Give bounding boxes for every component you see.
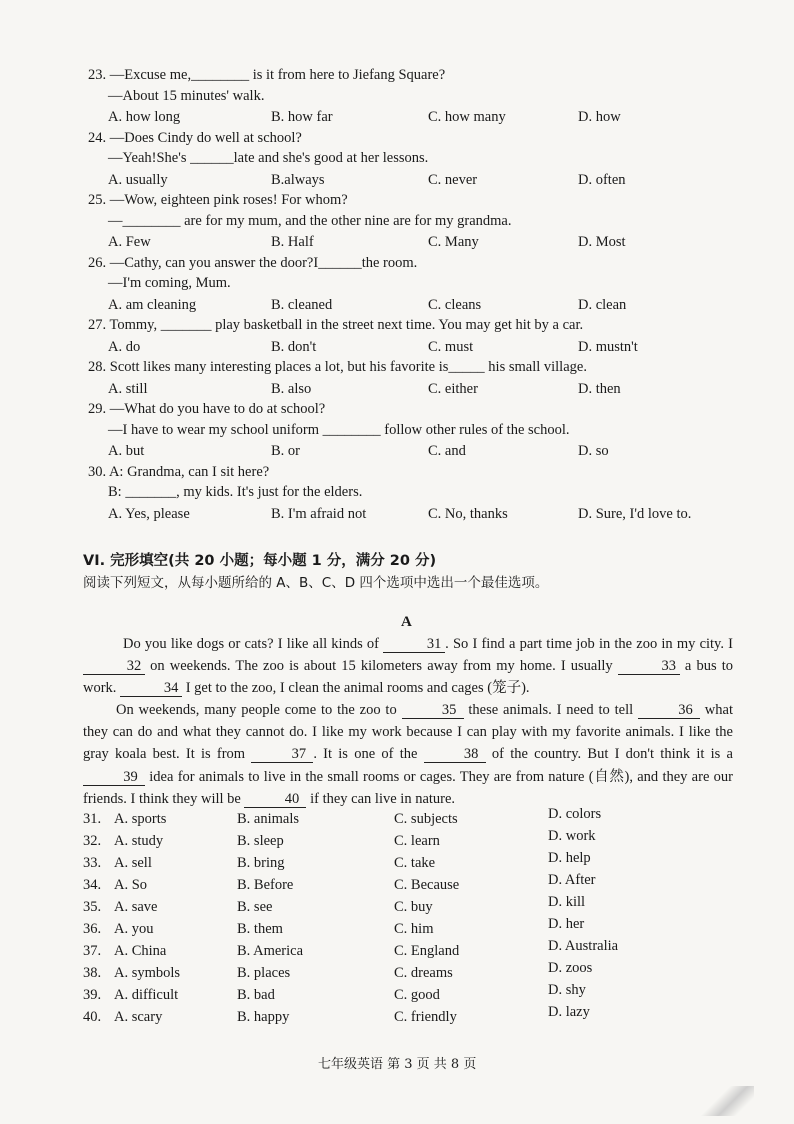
question-option[interactable]: A. but (108, 443, 145, 459)
cloze-option-d[interactable]: D. lazy (548, 1004, 590, 1020)
cloze-option-number: 36. (83, 921, 102, 937)
question-stem: 30. A: Grandma, can I sit here? (88, 463, 270, 480)
cloze-option-number: 32. (83, 833, 102, 849)
question-line: —________ are for my mum, and the other nine are for my grandma. (108, 212, 512, 229)
question-option[interactable]: D. often (578, 171, 626, 188)
cloze-blank[interactable]: 32 (83, 659, 145, 675)
question-stem: 26. —Cathy, can you answer the door?I______the room. (88, 254, 418, 271)
question-line: —Yeah!She's ______late and she's good at her lessons. (108, 150, 429, 166)
question-option[interactable]: D. Sure, I'd love to. (578, 505, 692, 522)
question-option[interactable]: D. so (578, 443, 609, 459)
cloze-option-b[interactable]: B. sleep (237, 833, 284, 849)
cloze-option-a[interactable]: A. symbols (114, 965, 181, 981)
cloze-option-number: 34. (83, 877, 102, 893)
cloze-blank[interactable]: 36 (638, 703, 700, 719)
question-option[interactable]: C. No, thanks (428, 505, 508, 522)
cloze-option-a[interactable]: A. sell (114, 855, 152, 871)
cloze-option-number: 37. (83, 943, 102, 959)
section-instruction: 阅读下列短文，从每小题所给的 A、B、C、D 四个选项中选出一个最佳选项。 (83, 575, 549, 591)
cloze-option-a[interactable]: A. you (114, 921, 154, 937)
cloze-option-d[interactable]: D. her (548, 916, 585, 932)
cloze-blank[interactable]: 37 (251, 747, 313, 763)
question-line: —I have to wear my school uniform ________ follow other rules of the school. (108, 421, 570, 438)
cloze-option-c[interactable]: C. good (394, 987, 440, 1003)
question-option[interactable]: C. Many (428, 234, 479, 250)
question-option[interactable]: A. usually (108, 171, 168, 188)
question-option[interactable]: B. how far (271, 109, 333, 125)
scan-smudge (694, 1086, 754, 1116)
cloze-blank[interactable]: 31 (383, 637, 445, 653)
cloze-blank[interactable]: 40 (244, 792, 306, 808)
cloze-option-b[interactable]: B. places (237, 965, 291, 981)
cloze-option-b[interactable]: B. bad (237, 987, 275, 1003)
cloze-option-c[interactable]: C. friendly (394, 1009, 457, 1025)
cloze-blank[interactable]: 35 (402, 703, 464, 719)
cloze-option-d[interactable]: D. Australia (548, 938, 619, 954)
question-line: B: _______, my kids. It's just for the elders. (108, 484, 363, 500)
page-footer: 七年级英语 第 3 页 共 8 页 (318, 1057, 477, 1072)
cloze-option-c[interactable]: C. dreams (394, 965, 453, 981)
question-option[interactable]: A. how long (108, 109, 181, 125)
cloze-blank[interactable]: 34 (120, 681, 182, 697)
cloze-option-d[interactable]: D. work (548, 828, 596, 844)
question-option[interactable]: B. I'm afraid not (271, 505, 367, 522)
cloze-blank[interactable]: 33 (618, 659, 680, 675)
passage-letter: A (401, 614, 412, 630)
cloze-option-b[interactable]: B. them (237, 921, 283, 937)
question-option[interactable]: A. still (108, 380, 148, 397)
question-option[interactable]: C. never (428, 171, 478, 188)
question-option[interactable]: A. do (108, 338, 141, 355)
question-option[interactable]: D. then (578, 380, 621, 397)
question-option[interactable]: B. also (271, 380, 312, 397)
cloze-option-d[interactable]: D. kill (548, 894, 586, 910)
cloze-option-c[interactable]: C. take (394, 855, 436, 871)
question-option[interactable]: B. don't (271, 338, 317, 355)
question-option[interactable]: C. must (428, 338, 474, 355)
question-option[interactable]: C. and (428, 443, 466, 459)
cloze-option-a[interactable]: A. difficult (114, 987, 179, 1003)
question-stem: 23. —Excuse me,________ is it from here to Jiefang Square? (88, 67, 446, 83)
cloze-option-b[interactable]: B. animals (237, 811, 300, 827)
cloze-option-c[interactable]: C. him (394, 921, 434, 937)
cloze-option-a[interactable]: A. scary (114, 1009, 163, 1025)
question-stem: 25. —Wow, eighteen pink roses! For whom? (88, 192, 348, 208)
question-option[interactable]: C. cleans (428, 296, 482, 313)
cloze-option-a[interactable]: A. So (114, 877, 148, 893)
question-line: —I'm coming, Mum. (108, 275, 231, 291)
cloze-option-b[interactable]: B. bring (237, 855, 285, 871)
cloze-option-c[interactable]: C. buy (394, 899, 433, 915)
question-option[interactable]: C. either (428, 380, 478, 397)
cloze-option-a[interactable]: A. save (114, 899, 158, 915)
cloze-option-b[interactable]: B. America (237, 943, 304, 959)
question-option[interactable]: D. clean (578, 296, 627, 313)
cloze-option-d[interactable]: D. zoos (548, 960, 593, 976)
question-stem: 24. —Does Cindy do well at school? (88, 129, 302, 146)
question-line: —About 15 minutes' walk. (108, 87, 265, 104)
passage-paragraph-2: On weekends, many people come to the zoo to 35 these animals. I need to tell 36 what they can do and what they cannot do. I like my work because I can play with my favorite animals. I like the gray koala best. It is from 37 . It is one of the 38 of the country. But I don't think it is a 39 idea for animals to live in the small rooms or cages. They are from nature (自然), and they are our friends. I think they will be 40 if they can live in nature. (83, 702, 733, 807)
passage-paragraph-1: Do you like dogs or cats? I like all kinds of 31 . So I find a part time job in the zoo in my city. I 32 on weekends. The zoo is about 15 kilometers away from my home. I usually 33 a bus to work. 34 I get to the zoo, I clean the animal rooms and cages (笼子). (83, 636, 734, 697)
cloze-option-d[interactable]: D. After (548, 872, 596, 888)
cloze-option-a[interactable]: A. China (114, 943, 167, 959)
cloze-option-c[interactable]: C. learn (394, 833, 440, 849)
question-stem: 28. Scott likes many interesting places a lot, but his favorite is_____ his small village. (88, 359, 587, 375)
cloze-blank[interactable]: 39 (83, 770, 145, 786)
cloze-option-number: 35. (83, 899, 102, 915)
cloze-option-b[interactable]: B. happy (237, 1009, 290, 1025)
question-stem: 29. —What do you have to do at school? (88, 401, 326, 417)
cloze-option-number: 38. (83, 965, 102, 981)
question-option[interactable]: B.always (271, 171, 325, 188)
cloze-option-d[interactable]: D. shy (548, 982, 586, 998)
question-option[interactable]: D. Most (578, 234, 626, 250)
section-title: VI. 完形填空(共 20 小题；每小题 1 分，满分 20 分) (83, 553, 437, 569)
question-option[interactable]: A. am cleaning (108, 296, 197, 313)
cloze-option-d[interactable]: D. help (548, 850, 591, 866)
cloze-option-number: 39. (83, 987, 102, 1003)
cloze-option-a[interactable]: A. sports (114, 811, 167, 827)
cloze-option-a[interactable]: A. study (114, 833, 164, 849)
cloze-option-d[interactable]: D. colors (548, 806, 602, 822)
question-option[interactable]: A. Few (108, 234, 151, 250)
question-stem: 27. Tommy, _______ play basketball in the street next time. You may get hit by a car. (88, 317, 584, 333)
question-option[interactable]: B. cleaned (271, 296, 333, 313)
cloze-option-number: 33. (83, 855, 102, 871)
question-option[interactable]: D. how (578, 109, 621, 125)
cloze-option-b[interactable]: B. Before (237, 877, 294, 893)
question-option[interactable]: A. Yes, please (108, 505, 190, 522)
cloze-option-c[interactable]: C. Because (394, 877, 460, 893)
cloze-option-c[interactable]: C. subjects (394, 811, 458, 827)
cloze-blank[interactable]: 38 (424, 747, 486, 763)
cloze-option-b[interactable]: B. see (237, 899, 273, 915)
question-option[interactable]: D. mustn't (578, 338, 638, 355)
cloze-option-c[interactable]: C. England (394, 943, 460, 959)
question-option[interactable]: C. how many (428, 109, 506, 125)
cloze-option-number: 40. (83, 1009, 102, 1025)
question-option[interactable]: B. or (271, 443, 300, 459)
cloze-option-number: 31. (83, 811, 102, 827)
question-option[interactable]: B. Half (271, 234, 314, 250)
